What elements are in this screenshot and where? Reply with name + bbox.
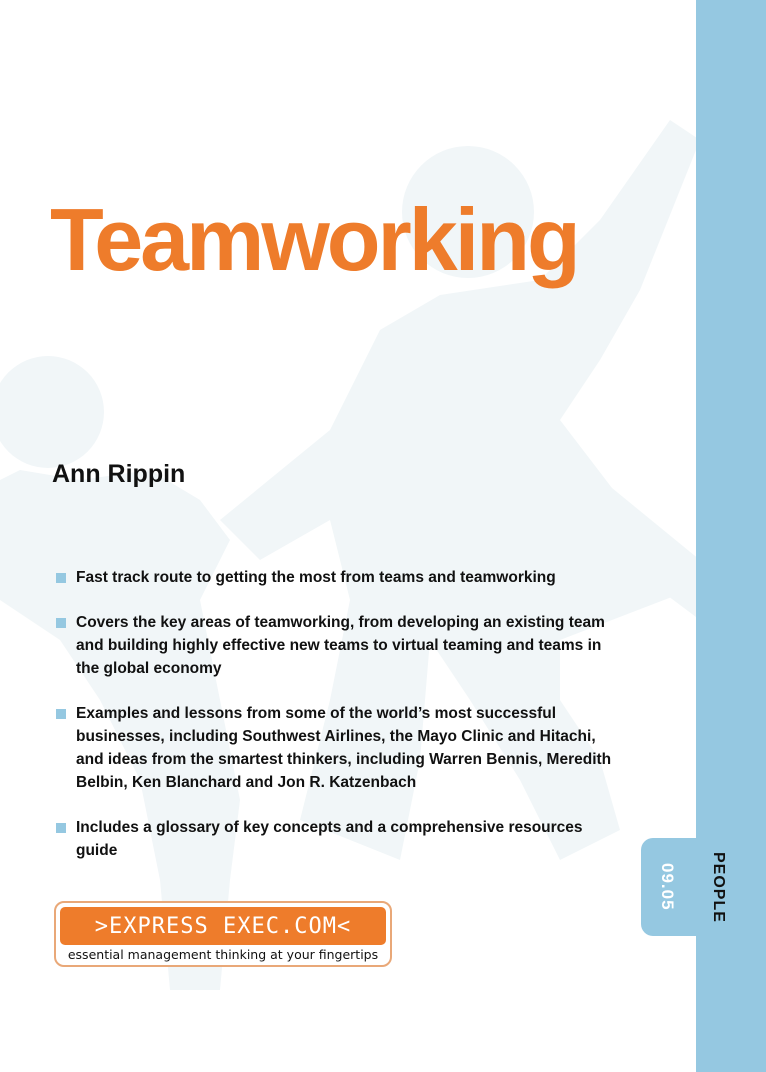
bullet-text: Examples and lessons from some of the world’s most successful businesses, including Southwest Airlines, the Mayo Clinic and Hitachi, and ideas from the smartest thinkers, including Warren Bennis, Meredith Belbin, Ken Blanchard and Jon R. Katzenbach	[76, 705, 612, 791]
bullet-item	[56, 566, 616, 589]
logo-tagline: essential management thinking at your fingertips	[67, 947, 379, 962]
logo-band	[60, 907, 386, 945]
logo-text: >EXPRESS EXEC.COM<	[94, 913, 352, 939]
bullet-square-icon	[56, 573, 66, 583]
bullet-item	[56, 702, 616, 794]
bullet-text: Fast track route to getting the most from teams and teamworking	[76, 569, 556, 586]
author-name: Ann Rippin	[52, 460, 186, 488]
bullet-text: Covers the key areas of teamworking, from developing an existing team and building highly effective new teams to virtual teaming and teams in the global economy	[76, 614, 605, 677]
bullet-item	[56, 611, 616, 680]
bullet-square-icon	[56, 823, 66, 833]
publisher-logo	[54, 901, 392, 967]
bullet-square-icon	[56, 618, 66, 628]
bullet-item	[56, 816, 616, 862]
bullet-text: Includes a glossary of key concepts and a comprehensive resources guide	[76, 819, 583, 859]
feature-bullets	[56, 566, 616, 884]
series-name: PEOPLE	[710, 851, 727, 923]
bullet-square-icon	[56, 709, 66, 719]
book-title: Teamworking	[50, 190, 578, 289]
series-number: 09.05	[658, 863, 677, 911]
